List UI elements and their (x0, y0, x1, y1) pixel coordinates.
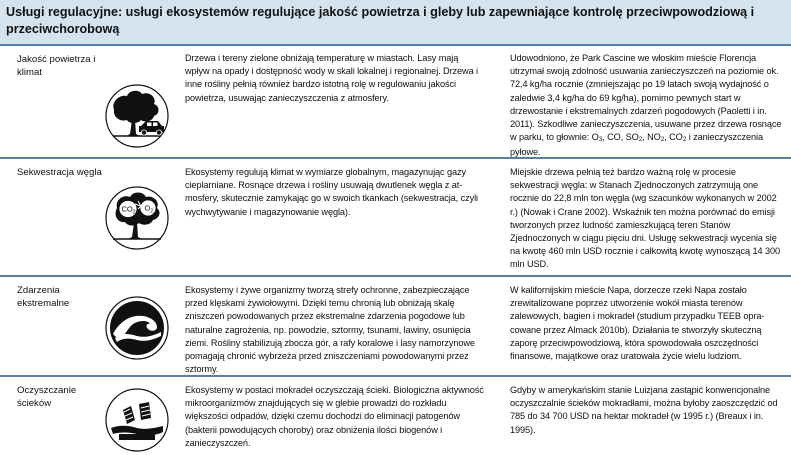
row-description-carbon: Ekosystemy regulują klimat w wymiarze globalnym, magazynując gazy cieplarniane. Rosnące drzewa i rośliny usuwają dwutlenek węgla z atmosfery, skutecznie zamykając go w swoich tkankach (sekwestracja, czyli wychwytywanie i magazynowanie węgla). (185, 167, 478, 217)
svg-text:CO2: $CO_2$ (121, 204, 136, 216)
row-separator (0, 157, 791, 159)
row-example-carbon: Miejskie drzewa pełnią też bardzo ważną rolę w procesie sekwestracji węgla: w Stanach Zjednoczonych zatrzymują one rocznie do 22,8 mln ton węgla (wg szacunków wykonanych w 2002 r.) (Nowak i Crane 2002). Wskaźnik ten można porównać do emisji tworzonych przez ludność zamieszkującą teren Stanów Zjednoczonych w ciągu pięciu dni. Usługę sekwestracji wycenia się na kwotę 460 mln USD rocznie i całkowitą kwotę wynoszącą 14 300 mln USD. (510, 167, 780, 270)
row-example-wastewater: Gdyby w amerykańskim stanie Luizjana zastąpić konwencjonalne oczyszczalnie ścieków mokradłami, można byłoby zaoszczędzić od 785 do 34 700 USD na hektar mokradeł (w 1995 r.) (Breaux i in. 1995). (510, 385, 778, 435)
pollutant-so2: SO2 (625, 132, 643, 144)
table-title: Usługi regulacyjne: usługi ekosystemów regulujące jakość powietrza i gleby lub zapewniające kontrolę przeciwpowodziową i przeciwchorobową (6, 5, 755, 36)
example-tail: i zanieczyszczenia pyłowe. (510, 132, 763, 158)
row-label-extreme-events: Zdarzenia ekstremalne (17, 285, 70, 310)
row-label-air-quality: Jakość powietrza i klimat (17, 54, 96, 79)
row-description-wastewater: Ekosystemy w postaci mokradeł oczyszczają ścieki. Biologiczna aktywność mikroorganizmów znajdujących się w glebie prowadzi do rozkładu większości odpadów, dzięki czemu dochodzi do eliminacji patogenów (bakterii powodujących choroby) oraz obniżenia ilości biogenów i zanieczyszczeń. (185, 385, 484, 448)
wave-icon (105, 296, 169, 360)
co2-symbol: CO (121, 204, 133, 214)
row-example-extreme-events: W kalifornijskim mieście Napa, dorzecze rzeki Napa zostało zrewitalizowane poprzez utworzenie wokół miasta terenów zalewowych, bagien i mokradeł (studium przypadku TEEB opracowane przez Almack 2010b). Działania te stworzyły skuteczną zaporę przeciwpowodziową, która spowodowała oszczędności finansowe, majątkowe oraz uratowała życie wielu ludziom. (510, 285, 765, 362)
wastewater-icon (105, 388, 169, 452)
row-separator (0, 44, 791, 46)
pollutant-o3: O3 (591, 132, 603, 144)
row-description-air-quality: Drzewa i tereny zielone obniżają temperaturę w miastach. Lasy mają wpływ na opady i dostępność wody w skali lokalnej i regionalnej. Drzewa i inne rośliny pełnią również bardzo istotną rolę w regulowaniu jakości powietrza, usuwając zanieczyszczenia z atmosfery. (185, 53, 478, 103)
pollutant-co: CO (607, 132, 621, 143)
row-separator (0, 275, 791, 277)
pollutant-no2: NO2 (647, 132, 665, 144)
table-header (0, 0, 791, 44)
carbon-sequestration-icon (105, 186, 169, 250)
row-description-extreme-events: Ekosystemy i żywe organizmy tworzą strefy ochronne, zabezpieczające przed klęskami żywiołowymi. Dzięki temu chronią lub obniżają skalę zniszczeń powodowanych przez ekstremalne zdarzenia pogodowe lub naturalne zagrożenia, np. powodzie, sztormy, tsunami, lawiny, osunięcia ziemi. Rośliny stabilizują zbocza gór, a rafy koralowe i lasy namorzynowe pomagają chronić wybrzeża przed zniszczeniami powodowanymi przez sztormy. (185, 285, 475, 375)
row-label-wastewater: Oczyszczanie ścieków (17, 385, 77, 410)
example-text: Udowodniono, że Park Cascine we włoskim mieście Florencja utrzymał swoją zdolność usuwania zanieczyszczeń na poziomie ok. 72,4 kg/ha rocznie (zmniejszając po 19 latach swoją wydajność o zaledwie 3,4 kg/ha do 69 kg/ha), pomimo pewnych start w drzewostanie i ekstremalnych zdarzeń pogodowych (Paoletti i in. 2011). Szkodliwe zanieczyszczenia, usuwane przez drzewa rosnące w parku, to głownie: (510, 53, 782, 143)
pollutant-co2: CO2 (669, 132, 687, 144)
o2-symbol: O (144, 203, 151, 213)
row-example-air-quality: Udowodniono, że Park Cascine we włoskim mieście Florencja utrzymał swoją zdolność usuwania zanieczyszczeń na poziomie ok. 72,4 kg/ha rocznie (zmniejszając po 19 latach swoją wydajność o zaledwie 3,4 kg/ha do 69 kg/ha), pomimo pewnych start w drzewostanie i ekstremalnych zdarzeń pogodowych (Paoletti i in. 2011). Szkodliwe zanieczyszczenia, usuwane przez drzewa rosnące w parku, to głownie: O3, CO, SO2, NO2, CO2 i zanieczyszczenia pyłowe. (510, 53, 782, 158)
row-label-carbon: Sekwestracja węgla (17, 167, 102, 178)
tree-and-car-icon (105, 84, 169, 148)
svg-text:O2: $O_2$ (144, 203, 154, 215)
row-separator (0, 375, 791, 377)
